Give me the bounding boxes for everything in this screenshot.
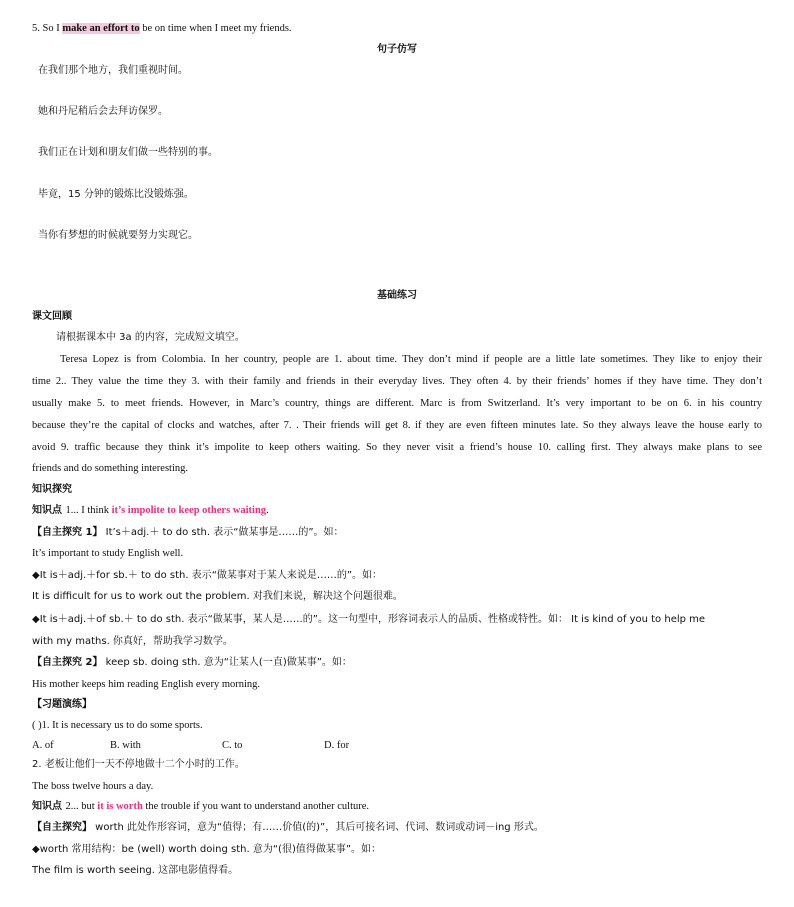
self-explore-1-example: It’s important to study English well. xyxy=(32,548,184,559)
bullet-2-line-2: with my maths. 你真好，帮助我学习数学。 xyxy=(32,636,233,647)
knowledge-point-1-label: 知识点 xyxy=(32,505,66,516)
section-title-basic: 基础练习 xyxy=(377,290,417,301)
explore-heading: 知识探究 xyxy=(32,484,72,495)
imitation-item-2: 她和丹尼稍后会去拜访保罗。 xyxy=(38,106,168,117)
self-explore-2-example: His mother keeps him reading English every morning. xyxy=(32,679,261,690)
knowledge-point-1-highlight: it’s impolite to keep others waiting xyxy=(111,505,267,516)
self-explore-3-tag: 【自主探究】 xyxy=(32,822,92,833)
knowledge-point-2-highlight: it is worth xyxy=(97,801,143,812)
sentence-5-rest: be on time when I meet my friends. xyxy=(139,23,292,34)
passage-line-5: avoid 9. traffic because they think it’s impolite to keep others waiting. So they never visit a friend’s house 10. calling first. They always make plans to see xyxy=(32,442,762,453)
imitation-item-3: 我们正在计划和朋友们做一些特别的事。 xyxy=(38,147,218,158)
self-explore-1-text: It’s＋adj.＋ to do sth. 表示“做某事是……的”。如： xyxy=(102,527,344,538)
imitation-item-1: 在我们那个地方，我们重视时间。 xyxy=(38,65,188,76)
knowledge-point-2-post: the trouble if you want to understand another culture. xyxy=(142,801,370,812)
exercise-question-2: 2. 老板让他们一天不停地做十二个小时的工作。 xyxy=(32,759,245,770)
bullet-1-example: It is difficult for us to work out the problem. 对我们来说，解决这个问题很难。 xyxy=(32,591,403,602)
option-b: B. with xyxy=(110,740,141,751)
imitation-item-5: 当你有梦想的时候就要努力实现它。 xyxy=(38,230,198,241)
passage-line-2: time 2.. They value the time they 3. with their family and friends in their everyday lives. They often 4. by their friends’ homes if they have time. They don’t xyxy=(32,376,762,387)
self-explore-3 xyxy=(32,821,544,835)
self-explore-2 xyxy=(32,656,352,670)
bullet-1: ◆It is＋adj.＋for sb.＋ to do sth. 表示“做某事对于某人来说是……的”。如： xyxy=(32,570,383,581)
knowledge-point-2 xyxy=(32,800,369,814)
sentence-5-prefix: 5. So I xyxy=(32,23,63,34)
knowledge-point-1 xyxy=(32,504,269,518)
bullet-2-line-1: ◆It is＋adj.＋of sb.＋ to do sth. 表示“做某事，某人是……的”。这一句型中，形容词表示人的品质、性格或特性。如： It is kind of you to help me xyxy=(32,614,706,625)
review-heading: 课文回顾 xyxy=(32,311,72,322)
option-c: C. to xyxy=(222,740,243,751)
exercise-heading: 【习题演练】 xyxy=(32,699,92,710)
option-d: D. for xyxy=(324,740,350,751)
bullet-3: ◆worth 常用结构：be (well) worth doing sth. 意为“(很)值得做某事”。如： xyxy=(32,844,382,855)
review-instruction: 请根据课本中 3a 的内容，完成短文填空。 xyxy=(56,332,245,343)
exercise-question-1: ( )1. It is necessary us to do some sports. xyxy=(32,720,203,731)
passage-line-3: usually make 5. to meet friends. However, in Marc’s country, things are different. Marc is from Switzerland. It’s very important to be on 6. in his country xyxy=(32,398,762,409)
knowledge-point-1-post: . xyxy=(266,505,269,516)
knowledge-point-1-pre: 1... I think xyxy=(65,505,112,516)
sentence-5 xyxy=(32,22,292,36)
highlighted-phrase: make an effort to xyxy=(62,23,140,34)
bullet-3-example: The film is worth seeing. 这部电影值得看。 xyxy=(32,865,239,876)
self-explore-2-tag: 【自主探究 2】 xyxy=(32,657,103,668)
imitation-item-4: 毕竟，15 分钟的锻炼比没锻炼强。 xyxy=(38,189,194,200)
passage-line-4: because they’re the capital of clocks and watches, after 7. . Their friends will get 8. if they are even fifteen minutes late. So they always leave the house early to xyxy=(32,420,762,431)
self-explore-1 xyxy=(32,526,344,540)
passage-line-6: friends and do something interesting. xyxy=(32,463,189,474)
section-title-imitation: 句子仿写 xyxy=(377,44,417,55)
passage-line-1: Teresa Lopez is from Colombia. In her country, people are 1. about time. They don’t mind if people are a little late sometimes. They like to enjoy their xyxy=(60,354,762,365)
option-a: A. of xyxy=(32,740,54,751)
self-explore-3-text: worth 此处作形容词，意为“值得；有……价值(的)”，其后可接名词、代词、数词或动词－ing 形式。 xyxy=(92,822,544,833)
self-explore-2-text: keep sb. doing sth. 意为“让某人(一直)做某事”。如： xyxy=(102,657,352,668)
exercise-question-2-answer: The boss twelve hours a day. xyxy=(32,781,154,792)
knowledge-point-2-label: 知识点 xyxy=(32,801,66,812)
self-explore-1-tag: 【自主探究 1】 xyxy=(32,527,103,538)
knowledge-point-2-pre: 2... but xyxy=(65,801,98,812)
